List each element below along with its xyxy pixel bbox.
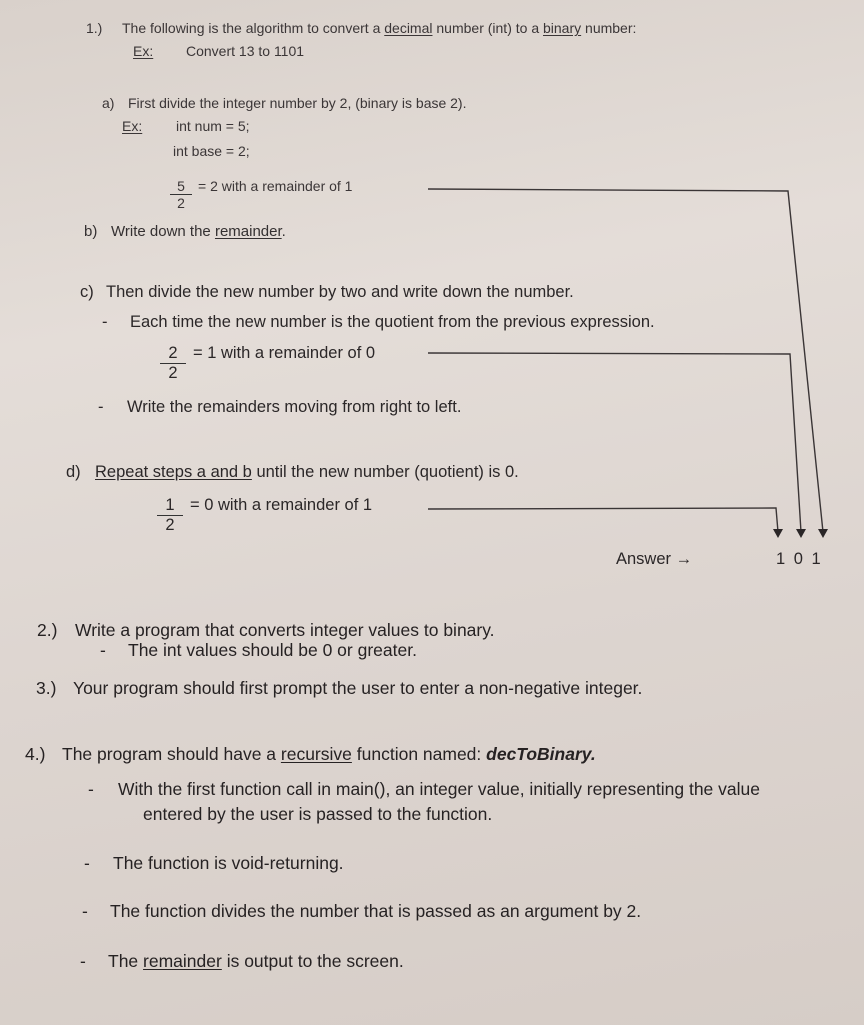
step-b-label: b)	[84, 223, 98, 240]
item-4-bullet-dash-4: -	[80, 951, 86, 971]
function-name: decToBinary.	[486, 744, 596, 764]
step-a-code-num: int num = 5;	[176, 118, 250, 134]
step-a-label: a)	[102, 95, 115, 111]
decimal-term: decimal	[384, 20, 433, 36]
answer-digits: 1 0 1	[776, 550, 823, 568]
step-a-numerator: 5	[170, 178, 192, 195]
item-1-ex-label: Ex:	[133, 43, 154, 59]
answer-label: Answer →	[616, 550, 693, 568]
item-4-bullet-1-line-1: With the first function call in main(), an integer value, initially representing the value	[118, 779, 760, 799]
item-2-bullet: The int values should be 0 or greater.	[128, 640, 417, 660]
step-d-numerator: 1	[157, 496, 183, 516]
arrow-head-d	[773, 529, 783, 538]
item-4-bullet-4: The remainder is output to the screen.	[108, 951, 404, 971]
arrow-line-a	[428, 189, 823, 532]
item-1-text: The following is the algorithm to convert a decimal number (int) to a binary number:	[122, 20, 637, 36]
arrow-line-c	[428, 353, 801, 532]
item-4-bullet-dash-1: -	[88, 779, 94, 799]
item-3-label: 3.)	[36, 678, 57, 698]
step-c-label: c)	[80, 283, 94, 301]
item-2-text: Write a program that converts integer values to binary.	[75, 620, 495, 640]
step-c-bullet-2: Write the remainders moving from right to left.	[127, 398, 462, 416]
arrow-head-c	[796, 529, 806, 538]
step-c-bullet-dash-1: -	[102, 313, 108, 331]
step-a-denominator: 2	[177, 195, 185, 211]
step-c-denominator: 2	[168, 364, 178, 382]
item-4-bullet-dash-2: -	[84, 853, 90, 873]
step-d-text: Repeat steps a and b until the new number (quotient) is 0.	[95, 463, 519, 481]
item-2-label: 2.)	[37, 620, 58, 640]
remainder-term-2: remainder	[143, 951, 222, 971]
arrow-line-d	[428, 508, 778, 532]
arrow-head-a	[818, 529, 828, 538]
item-4-bullet-dash-3: -	[82, 901, 88, 921]
item-1-ex-text: Convert 13 to 1101	[186, 43, 305, 59]
step-b-text: Write down the remainder.	[111, 223, 286, 240]
step-a-code-base: int base = 2;	[173, 143, 250, 159]
step-a-result: = 2 with a remainder of 1	[198, 178, 353, 194]
step-c-numerator: 2	[160, 344, 186, 364]
item-4-bullet-3: The function divides the number that is passed as an argument by 2.	[110, 901, 642, 921]
binary-term: binary	[543, 20, 582, 36]
step-d-result: = 0 with a remainder of 1	[190, 496, 373, 514]
item-4-text: The program should have a recursive function named: decToBinary.	[62, 744, 596, 764]
item-3-text: Your program should first prompt the user to enter a non-negative integer.	[73, 678, 643, 698]
step-d-label: d)	[66, 463, 81, 481]
remainder-term: remainder	[214, 223, 282, 240]
step-d-denominator: 2	[165, 516, 175, 534]
item-4-bullet-1-line-2: entered by the user is passed to the function.	[143, 804, 493, 824]
step-c-bullet-dash-2: -	[98, 398, 104, 416]
item-1-label: 1.)	[86, 20, 103, 36]
item-4-bullet-2: The function is void-returning.	[113, 853, 344, 873]
step-c-bullet-1: Each time the new number is the quotient from the previous expression.	[130, 313, 655, 331]
item-4-label: 4.)	[25, 744, 46, 764]
repeat-steps-term: Repeat steps a and b	[95, 463, 252, 481]
step-c-result: = 1 with a remainder of 0	[193, 344, 376, 362]
recursive-term: recursive	[280, 744, 352, 764]
step-a-text: First divide the integer number by 2, (binary is base 2).	[128, 95, 467, 111]
item-2-bullet-dash: -	[100, 640, 106, 660]
step-c-text: Then divide the new number by two and write down the number.	[106, 283, 574, 301]
step-a-ex-label: Ex:	[122, 118, 143, 134]
